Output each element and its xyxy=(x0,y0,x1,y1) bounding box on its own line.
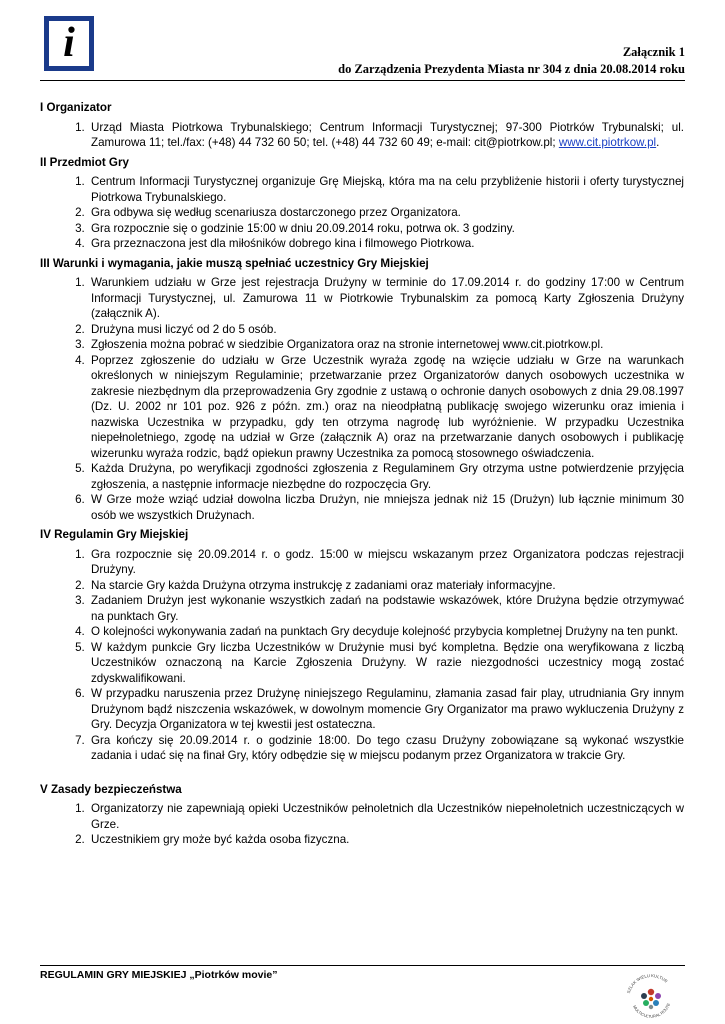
info-icon: i xyxy=(63,20,75,66)
list-item: 2. Uczestnikiem gry może być każda osoba fizyczna. xyxy=(88,832,684,848)
list-item: 3. Gra rozpocznie się o godzinie 15:00 w dniu 20.09.2014 roku, potrwa ok. 3 godziny. xyxy=(88,221,684,237)
footer-divider xyxy=(40,965,685,966)
attachment-label: Załącznik 1 xyxy=(622,45,685,59)
seal-text: SZLAK WIELU KULTUR xyxy=(625,972,669,994)
safety-list xyxy=(40,801,684,848)
list-item: 1. Centrum Informacji Turystycznej organizuje Grę Miejską, która ma na celu przybliżenie historii i oferty turystycznej Piotrkowa Trybunalskiego. xyxy=(88,174,684,205)
list-item: 4. Gra przeznaczona jest dla miłośników dobrego kina i filmowego Piotrkowa. xyxy=(88,236,684,252)
footer-title: REGULAMIN GRY MIEJSKIEJ „Piotrków movie” xyxy=(40,969,278,981)
section-title-conditions: III Warunki i wymagania, jakie muszą spełniać uczestnicy Gry Miejskiej xyxy=(40,256,429,270)
website-link[interactable]: www.cit.piotrkow.pl xyxy=(558,136,657,149)
conditions-list xyxy=(40,275,684,523)
list-item: 2. Drużyna musi liczyć od 2 do 5 osób. xyxy=(88,322,684,338)
list-item: 3. Zgłoszenia można pobrać w siedzibie Organizatora oraz na stronie internetowej www.cit.piotrkow.pl. xyxy=(88,337,684,353)
list-item: 4. Poprzez zgłoszenie do udziału w Grze Uczestnik wyraża zgodę na wzięcie udziału w Grze na warunkach określonych w niniejszym Regulaminie; przetwarzanie przez Organizatorów danych osobowych uczestnika w zakresie niezbędnym dla przeprowadzenia Gry zgodnie z ustawą o ochronie danych osobowych z dnia 29.08.1997 (Dz. U. 2002 nr 101 poz. 926 z późn. zm.) oraz na nieodpłatną publikację swojego wizerunku oraz imienia i nazwiska Uczestnika w przypadku, gdy ten otrzyma nagrodę lub wyróżnienie. W przypadku Uczestnika niepełnoletniego, zgodę na udział w Grze (załącznik A) oraz na przetwarzanie danych osobowych i publikację wizerunku wyraża rodzic, bądź opiekun prawny Uczestnika za pomocą stosownego oświadczenia. xyxy=(88,353,684,462)
organizer-list xyxy=(40,120,684,151)
list-item: 2. Gra odbywa się według scenariusza dostarczonego przez Organizatora. xyxy=(88,205,684,221)
section-title-organizer: I Organizator xyxy=(40,101,112,114)
list-item: 1. Organizatorzy nie zapewniają opieki Uczestników pełnoletnich dla Uczestników niepełnoletnich uczestniczących w Grze. xyxy=(88,801,684,832)
list-item: 2. Na starcie Gry każda Drużyna otrzyma instrukcję z zadaniami oraz materiały informacyjne. xyxy=(88,578,684,594)
document-header xyxy=(338,44,685,78)
document-body xyxy=(40,100,684,852)
list-item: 7. Gra kończy się 20.09.2014 r. o godzinie 18:00. Do tego czasu Drużyny zobowiązane są wykonać wszystkie zadania i udać się na finał Gry, który odbędzie się w miejscu podanym przez Organizatora w trakcie Gry. xyxy=(88,733,684,764)
list-item: 5. Każda Drużyna, po weryfikacji zgodności zgłoszenia z Regulaminem Gry otrzyma ustne potwierdzenie przyjęcia zgłoszenia, a następnie informacje niezbędne do rozpoczęcia Gry. xyxy=(88,461,684,492)
list-item: 3. Zadaniem Drużyn jest wykonanie wszystkich zadań na podstawie wskazówek, które Drużyna będzie otrzymywać na punktach Gry. xyxy=(88,593,684,624)
section-title-subject: II Przedmiot Gry xyxy=(40,155,129,169)
multicultural-route-seal-icon xyxy=(620,972,682,1022)
list-item: 5. W każdym punkcie Gry liczba Uczestników w Drużynie musi być kompletna. Będzie ona weryfikowana z liczbą Uczestników oznaczoną na Karcie Zgłoszenia Drużyny. W razie niezgodności uczestnicy mogą zostać zdyskwalifikowani. xyxy=(88,640,684,687)
seal-figures xyxy=(641,989,661,1009)
list-item: 6. W Grze może wziąć udział dowolna liczba Drużyn, nie mniejsza jednak niż 15 (Drużyn) lub łącznie minimum 30 osób we wszystkich Drużynach. xyxy=(88,492,684,523)
rules-list xyxy=(40,547,684,764)
list-item: 1. Warunkiem udziału w Grze jest rejestracja Drużyny w terminie do 17.09.2014 r. do godziny 17:00 w Centrum Informacji Turystycznej, ul. Zamurowa 11 w Piotrkowie Trybunalskim za pomocą Karty Zgłoszenia Drużyny (załącznik A). xyxy=(88,275,684,322)
section-title-safety: V Zasady bezpieczeństwa xyxy=(40,782,182,796)
list-item: 1. Gra rozpocznie się 20.09.2014 r. o godz. 15:00 w miejscu wskazanym przez Organizatora podczas rejestracji Drużyny. xyxy=(88,547,684,578)
header-divider xyxy=(40,80,685,81)
seal-text-lower: MULTICULTURAL ROUTE xyxy=(631,1002,672,1019)
subject-list xyxy=(40,174,684,252)
list-item: 6. W przypadku naruszenia przez Drużynę niniejszego Regulaminu, złamania zasad fair play, utrudniania Gry innym Drużynom bądź niszczenia wskazówek, w dowolnym momencie Gry Organizator ma prawo wykluczenia Drużyny z Gry. Decyzja Organizatora w tej kwestii jest ostateczna. xyxy=(88,686,684,733)
section-title-rules: IV Regulamin Gry Miejskiej xyxy=(40,528,189,541)
list-item: 1. Urząd Miasta Piotrkowa Trybunalskiego; Centrum Informacji Turystycznej; 97-300 Piotrków Trybunalski; ul. Zamurowa 11; tel./fax: (+48) 44 732 60 50; tel. (+48) 44 732 60 49; e-mail: cit@piotrkow.pl; www.cit.piotrkow.pl. xyxy=(88,120,684,151)
info-logo xyxy=(44,16,94,71)
ordinance-reference: do Zarządzenia Prezydenta Miasta nr 304 z dnia 20.08.2014 roku xyxy=(338,62,685,76)
list-item: 4. O kolejności wykonywania zadań na punktach Gry decyduje kolejność przybycia kompletnej Drużyny na ten punkt. xyxy=(88,624,684,640)
